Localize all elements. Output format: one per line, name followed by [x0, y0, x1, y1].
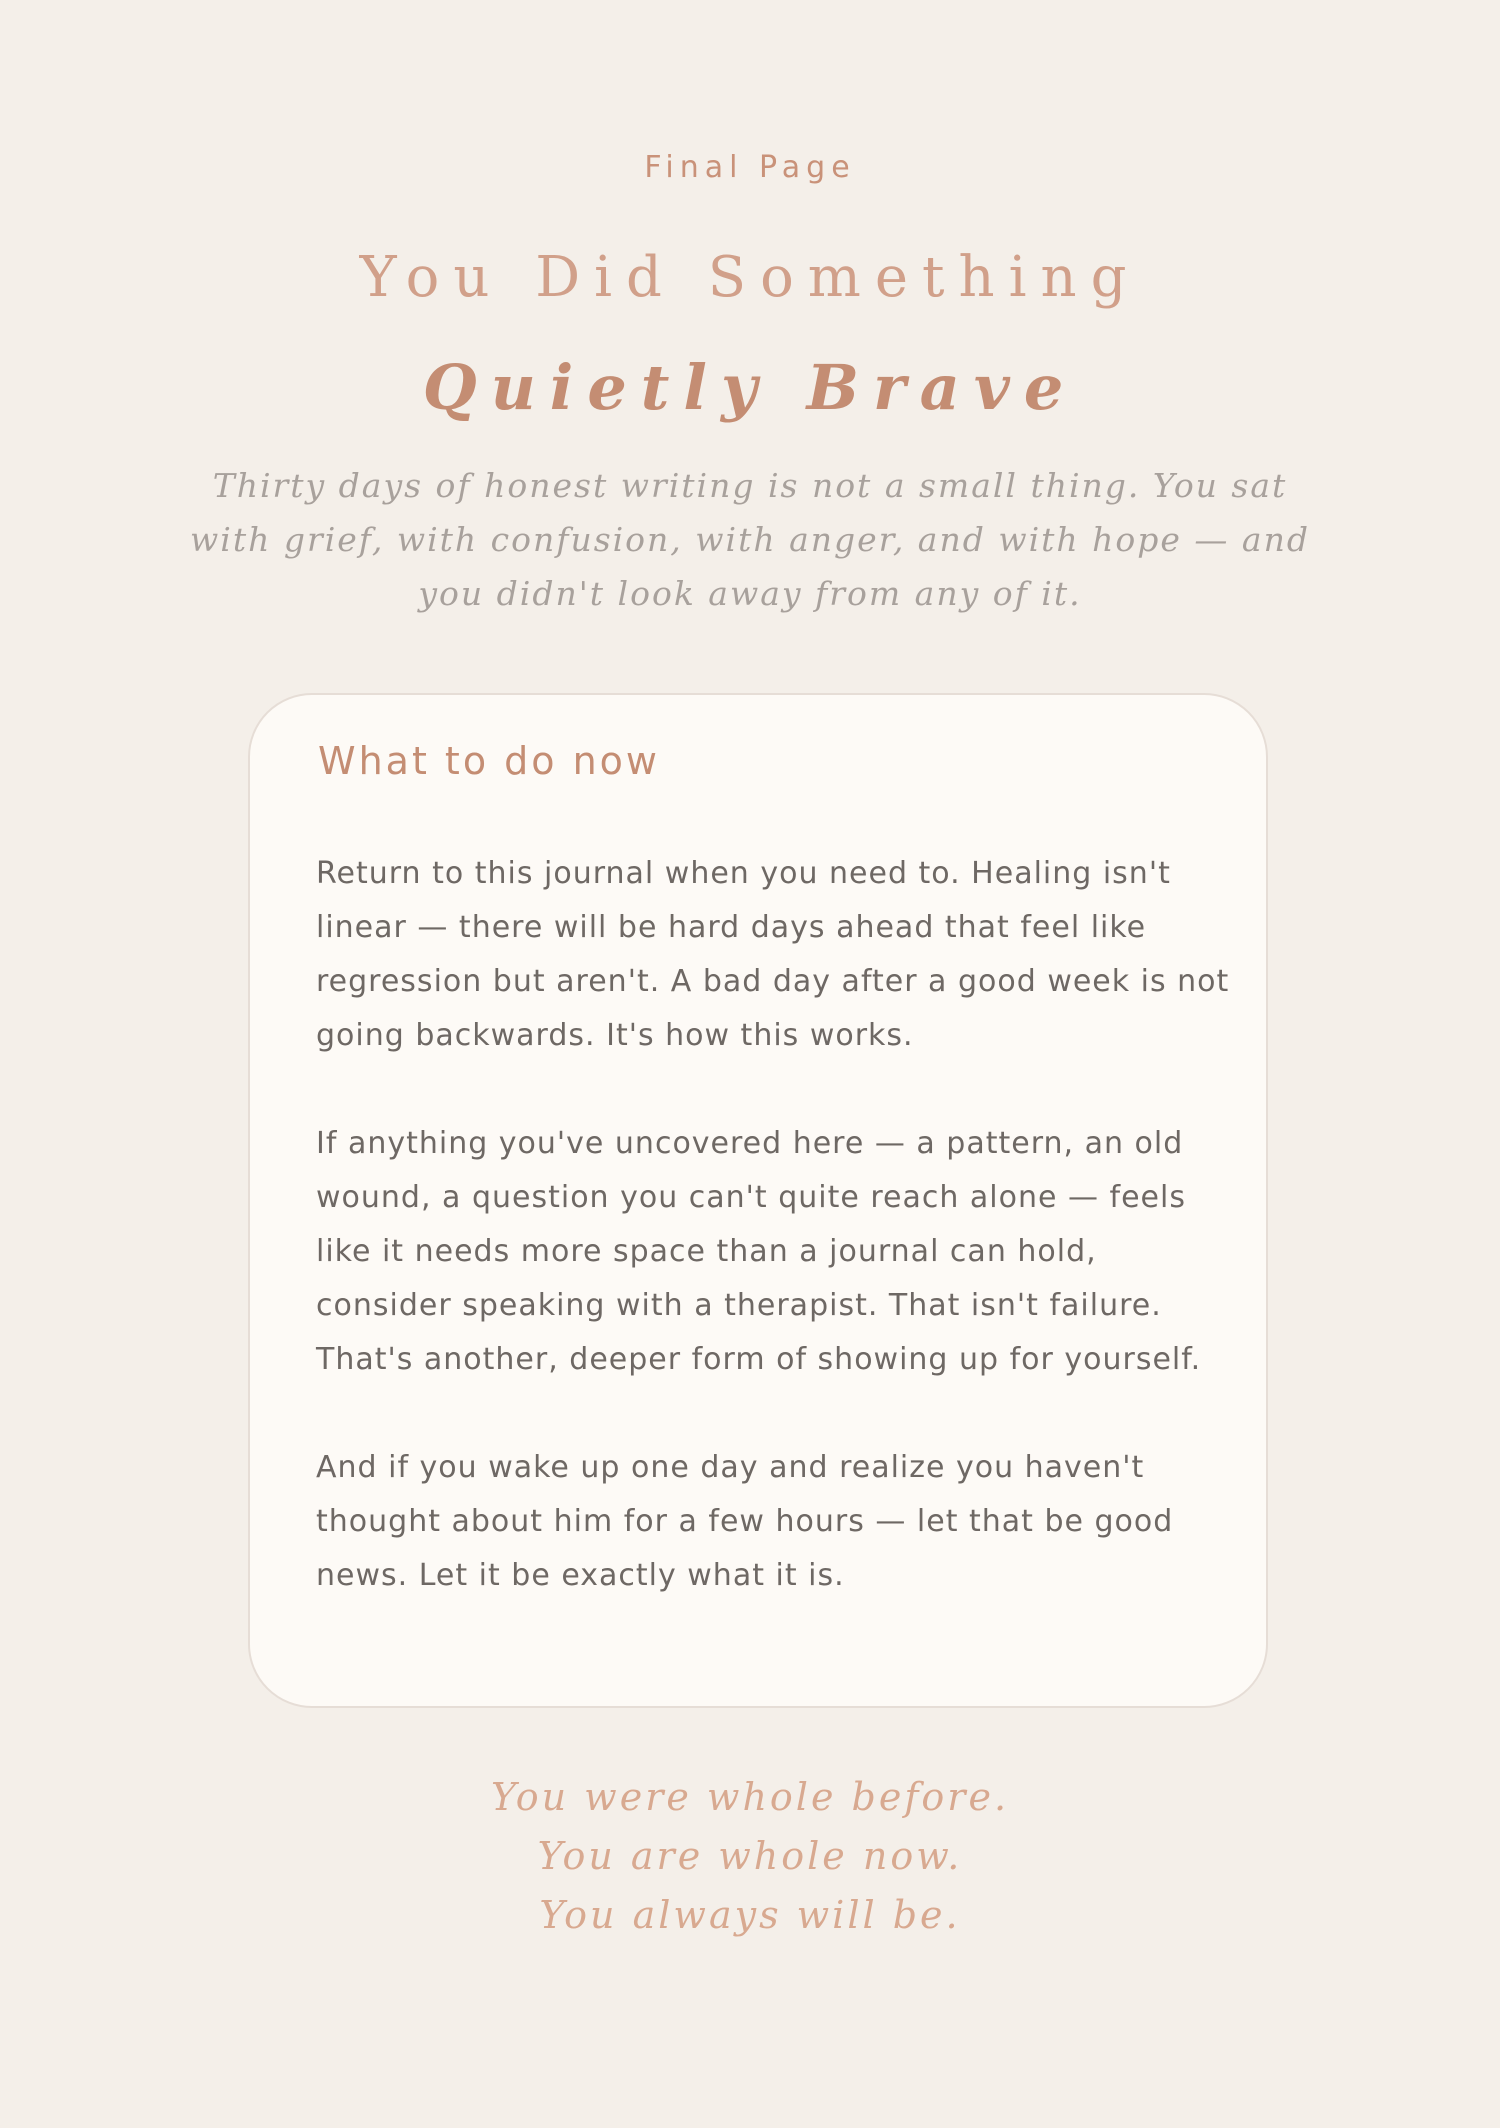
card-paragraph: If anything you've uncovered here — a pattern, an old wound, a question you can't quite reach alone — feels like it needs more space than a journal can hold, consider speaking with a therapist. That isn't failure. That's another, deeper form of showing up for yourself. [316, 1126, 1202, 1377]
what-to-do-now-card [248, 693, 1268, 1708]
page-title-line-1: You Did Something [359, 245, 1141, 310]
closing-line: You always will be. [539, 1893, 961, 1937]
card-paragraph: And if you wake up one day and realize you haven't thought about him for a few hours — let that be good news. Let it be exactly what it is. [316, 1450, 1174, 1593]
closing-line: You are whole now. [537, 1834, 963, 1878]
page-label: Final Page [644, 150, 856, 185]
closing-affirmation [0, 1768, 1500, 1945]
card-body [316, 847, 1236, 1603]
page-title-line-2: Quietly Brave [422, 351, 1078, 424]
card-heading: What to do now [318, 739, 661, 783]
closing-line: You were whole before. [490, 1775, 1010, 1819]
card-paragraph: Return to this journal when you need to. Healing isn't linear — there will be hard days ahead that feel like regression but aren't. A bad day after a good week is not going backwards. It's how this works. [316, 856, 1230, 1053]
intro-paragraph: Thirty days of honest writing is not a small thing. You sat with grief, with confusion, with anger, and with hope — and you didn't look away from any of it. [190, 466, 1310, 613]
